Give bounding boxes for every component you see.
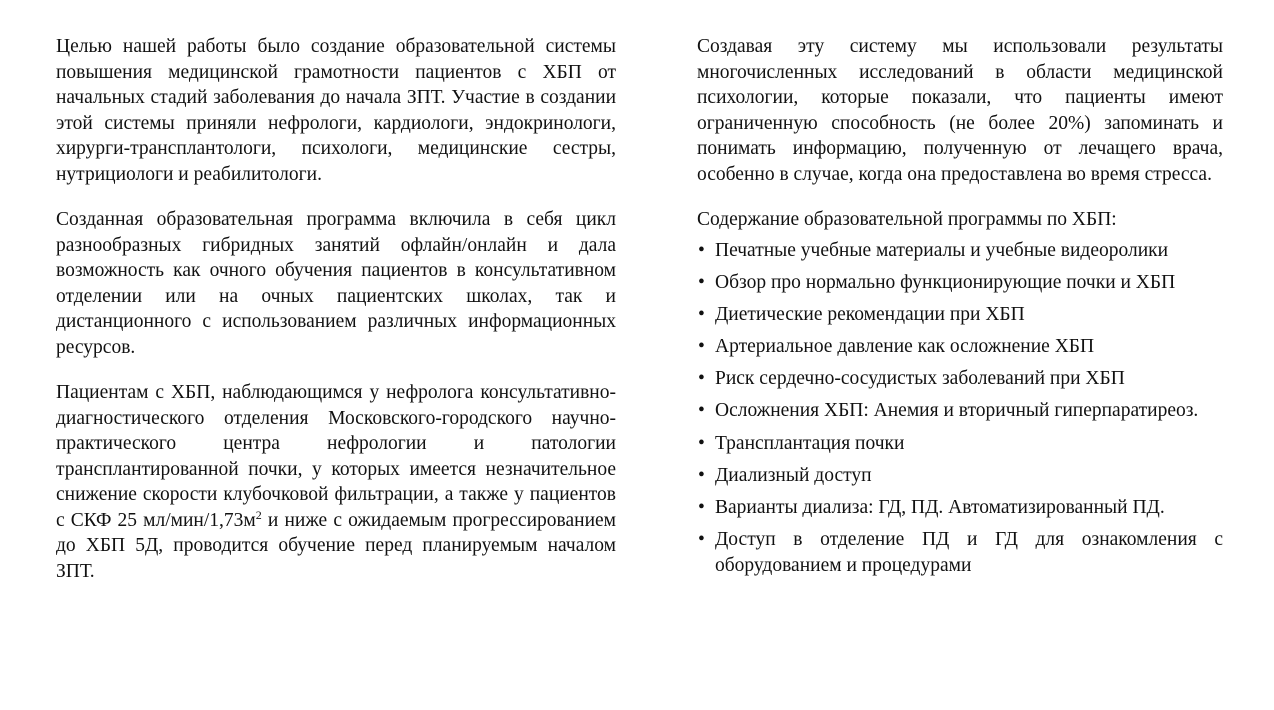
bullet-icon: • bbox=[698, 464, 705, 486]
bullet-icon: • bbox=[698, 400, 705, 422]
paragraph-research: Создавая эту систему мы использовали результаты многочисленных исследований в области медицинской психологии, которые показали, что пациенты имеют ограниченную способность (не более 20%) запоминать и понимать информацию, полученную от лечащего врача, особенно в случае, когда она предоставлена во время стресса. bbox=[697, 36, 1223, 185]
list-item-text: Варианты диализа: ГД, ПД. Автоматизированный ПД. bbox=[715, 497, 1165, 518]
list-item bbox=[697, 527, 1223, 578]
list-item bbox=[697, 334, 1223, 360]
paragraph-goal: Целью нашей работы было создание образовательной системы повышения медицинской грамотности пациентов с ХБП от начальных стадий заболевания до начала ЗПТ. Участие в создании этой системы приняли нефрологи, кардиологи, эндокринологи, хирурги-трансплантологи, психологи, медицинские сестры, нутрициологи и реабилитологи. bbox=[56, 36, 616, 185]
list-item bbox=[697, 463, 1223, 489]
list-item bbox=[697, 495, 1223, 521]
list-item-text: Диализный доступ bbox=[715, 464, 872, 486]
bullet-icon: • bbox=[698, 303, 705, 325]
bullet-icon: • bbox=[698, 271, 705, 293]
bullet-icon: • bbox=[698, 368, 705, 390]
list-item-text: Риск сердечно-сосудистых заболеваний при ХБП bbox=[715, 368, 1125, 390]
paragraph-patients-text-end: и ниже с ожидаемым прогрессированием до ХБП 5Д, проводится обучение перед планируемым началом ЗПТ. bbox=[56, 509, 616, 582]
bullet-icon: • bbox=[698, 336, 705, 358]
program-contents-list bbox=[697, 238, 1223, 579]
superscript-squared: 2 bbox=[255, 507, 262, 522]
right-column bbox=[697, 34, 1223, 585]
bullet-icon: • bbox=[698, 497, 705, 518]
list-item-text: Осложнения ХБП: Анемия и вторичный гиперпаратиреоз. bbox=[715, 400, 1199, 422]
list-item-text: Артериальное давление как осложнение ХБП bbox=[715, 336, 1095, 358]
list-item bbox=[697, 366, 1223, 392]
list-item-text: Печатные учебные материалы и учебные видеоролики bbox=[715, 239, 1169, 261]
bullet-icon: • bbox=[698, 432, 705, 454]
list-item-text: Обзор про нормально функционирующие почки и ХБП bbox=[715, 271, 1176, 293]
program-contents-heading: Содержание образовательной программы по ХБП: bbox=[697, 209, 1117, 230]
list-item bbox=[697, 302, 1223, 328]
list-item-text: Трансплантация почки bbox=[715, 432, 905, 454]
paragraph-patients bbox=[56, 380, 616, 584]
list-item bbox=[697, 238, 1223, 264]
list-item bbox=[697, 431, 1223, 457]
list-item bbox=[697, 398, 1223, 424]
list-item-text: Диетические рекомендации при ХБП bbox=[715, 303, 1025, 325]
bullet-icon: • bbox=[698, 239, 705, 261]
paragraph-program: Созданная образовательная программа включила в себя цикл разнообразных гибридных занятий офлайн/онлайн и дала возможность как очного обучения пациентов в консультативном отделении или на очных пациентских школах, так и дистанционного с использованием различных информационных ресурсов. bbox=[56, 209, 616, 358]
list-item-text: Доступ в отделение ПД и ГД для ознакомления с оборудованием и процедурами bbox=[715, 529, 1223, 576]
left-column bbox=[56, 34, 616, 584]
bullet-icon: • bbox=[698, 529, 705, 551]
paragraph-patients-text: Пациентам с ХБП, наблюдающимся у нефролога консультативно-диагностического отделения Московского-городского научно-практического центра нефрологии и патологии трансплантированной почки, у которых имеется незначительное снижение скорости клубочковой фильтрации, а также у пациентов с СКФ 25 мл/мин/1,73м bbox=[56, 382, 616, 531]
list-item bbox=[697, 270, 1223, 296]
